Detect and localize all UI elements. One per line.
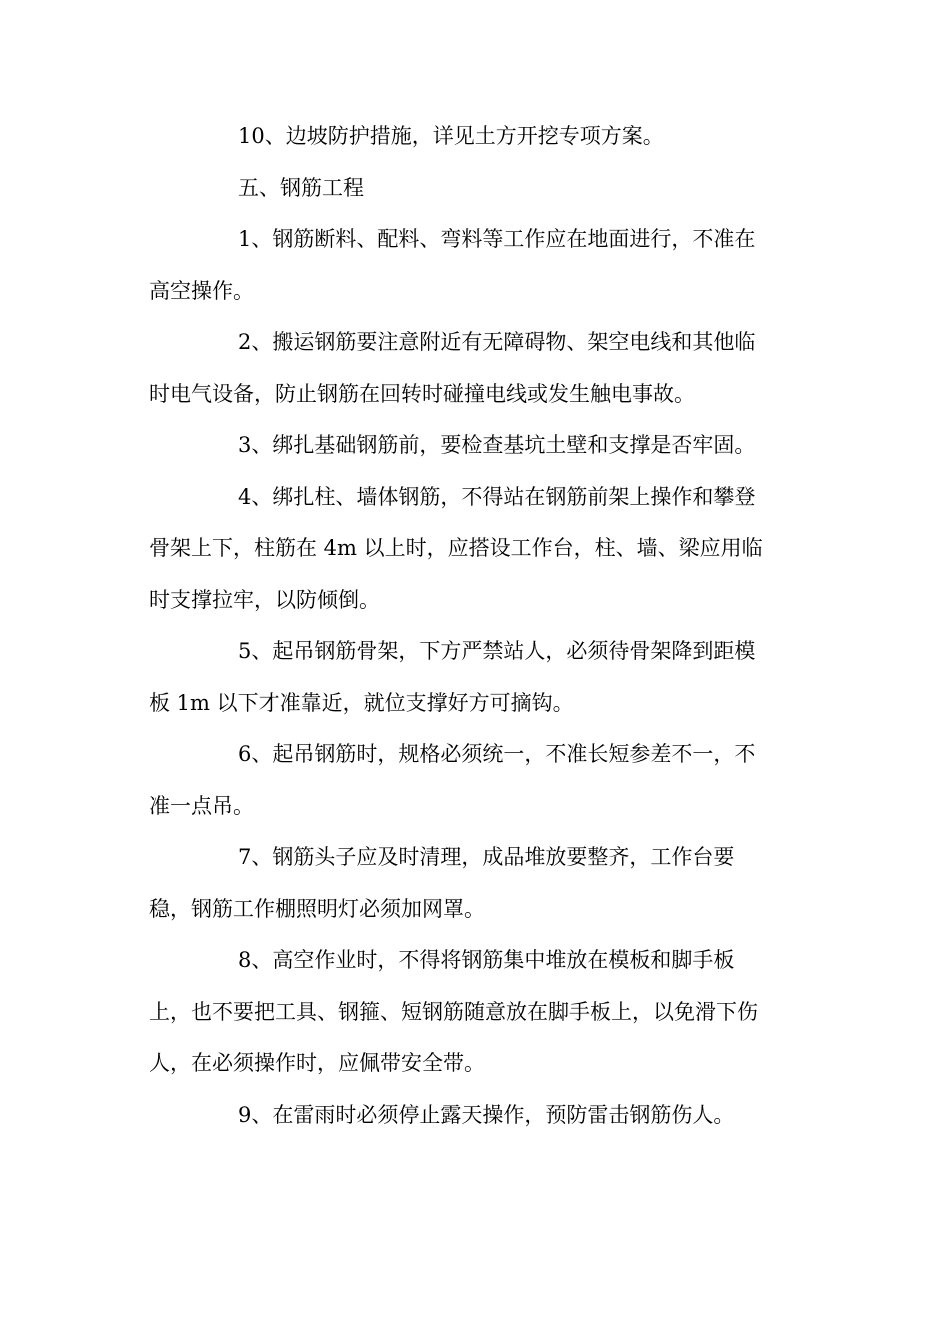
section-heading: [149, 163, 801, 215]
document-body: [149, 111, 801, 1141]
paragraph-line: 7、钢筋头子应及时清理，成品堆放要整齐，工作台要: [238, 845, 735, 869]
paragraph-line: 10、边坡防护措施，详见土方开挖专项方案。: [238, 124, 664, 148]
paragraph-7: [149, 832, 801, 935]
paragraph-9: [149, 1090, 801, 1142]
paragraph-line: 4、绑扎柱、墙体钢筋，不得站在钢筋前架上操作和攀登: [238, 484, 756, 509]
paragraph-line: 5、起吊钢筋骨架，下方严禁站人，必须待骨架降到距模: [238, 639, 756, 663]
paragraph-line: 8、高空作业时，不得将钢筋集中堆放在模板和脚手板: [238, 948, 735, 972]
paragraph-1: [149, 214, 801, 317]
paragraph-line: 时支撑拉牢，以防倾倒。: [149, 587, 380, 612]
paragraph-line: 准一点吊。: [149, 793, 254, 818]
paragraph-line: 2、搬运钢筋要注意附近有无障碍物、架空电线和其他临: [238, 330, 756, 354]
paragraph-line: 骨架上下，柱筋在 4m 以上时，应搭设工作台，柱、墙、梁应用临: [149, 536, 763, 560]
paragraph-line: 6、起吊钢筋时，规格必须统一，不准长短参差不一，不: [238, 742, 756, 766]
paragraph-line: 人，在必须操作时，应佩带安全带。: [149, 1051, 485, 1075]
paragraph-line: 3、绑扎基础钢筋前，要检查基坑土壁和支撑是否牢固。: [238, 433, 756, 457]
paragraph-10: [149, 111, 801, 163]
paragraph-2: [149, 317, 801, 420]
paragraph-3: [149, 420, 801, 472]
paragraph-line: 1、钢筋断料、配料、弯料等工作应在地面进行，不准在: [238, 227, 756, 251]
paragraph-line: 稳，钢筋工作棚照明灯必须加网罩。: [149, 896, 485, 921]
paragraph-6: [149, 729, 801, 832]
paragraph-line: 9、在雷雨时必须停止露天操作，预防雷击钢筋伤人。: [238, 1102, 735, 1127]
paragraph-line: 高空操作。: [149, 278, 254, 303]
paragraph-line: 五、钢筋工程: [238, 175, 364, 200]
paragraph-line: 板 1m 以下才准靠近，就位支撑好方可摘钩。: [149, 690, 574, 715]
paragraph-line: 时电气设备，防止钢筋在回转时碰撞电线或发生触电事故。: [149, 381, 695, 406]
paragraph-line: 上，也不要把工具、钢箍、短钢筋随意放在脚手板上，以免滑下伤: [149, 999, 758, 1024]
paragraph-4: [149, 472, 801, 627]
paragraph-5: [149, 626, 801, 729]
paragraph-8: [149, 935, 801, 1090]
